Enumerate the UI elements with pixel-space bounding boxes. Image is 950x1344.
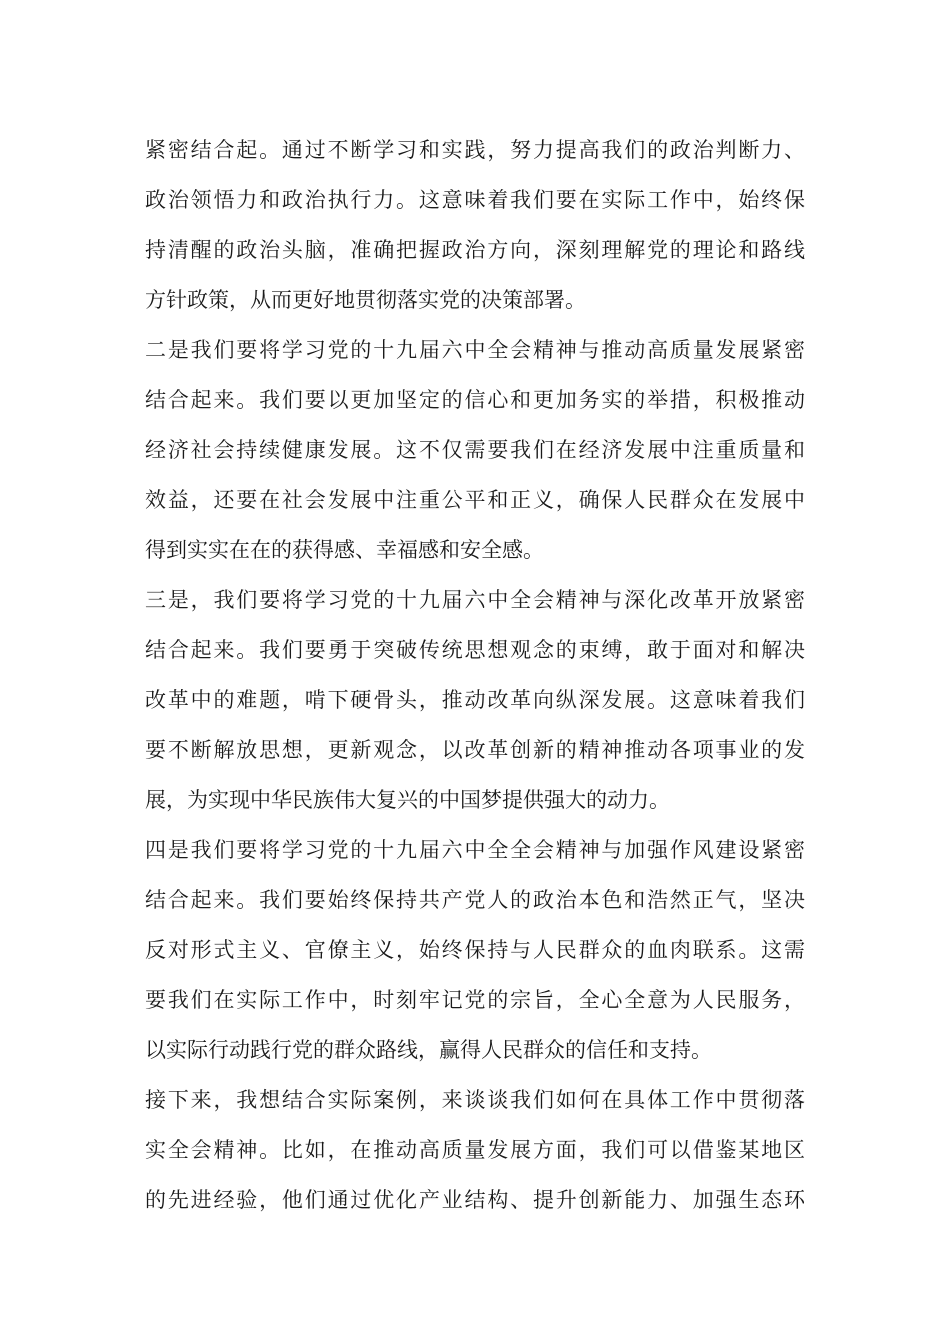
text-line: 四是我们要将学习党的十九届六中全全会精神与加强作风建设紧密	[145, 838, 805, 862]
text-line: 接下来，我想结合实际案例，来谈谈我们如何在具体工作中贯彻落	[145, 1088, 805, 1112]
text-line: 结合起来。我们要勇于突破传统思想观念的束缚，敢于面对和解决	[145, 638, 805, 662]
text-line: 结合起来。我们要以更加坚定的信心和更加务实的举措，积极推动	[145, 388, 805, 412]
text-line: 要不断解放思想，更新观念，以改革创新的精神推动各项事业的发	[145, 738, 805, 762]
text-line: 结合起来。我们要始终保持共产党人的政治本色和浩然正气，坚决	[145, 888, 805, 912]
text-line: 要我们在实际工作中，时刻牢记党的宗旨，全心全意为人民服务，	[145, 988, 805, 1012]
text-line: 的先进经验，他们通过优化产业结构、提升创新能力、加强生态环	[145, 1188, 805, 1212]
text-line: 改革中的难题，啃下硬骨头，推动改革向纵深发展。这意味着我们	[145, 688, 805, 712]
text-line: 政治领悟力和政治执行力。这意味着我们要在实际工作中，始终保	[145, 188, 805, 212]
text-line: 紧密结合起。通过不断学习和实践，努力提高我们的政治判断力、	[145, 138, 805, 162]
text-line: 持清醒的政治头脑，准确把握政治方向，深刻理解党的理论和路线	[145, 238, 805, 262]
text-line: 展，为实现中华民族伟大复兴的中国梦提供强大的动力。	[145, 788, 670, 812]
text-line: 效益，还要在社会发展中注重公平和正义，确保人民群众在发展中	[145, 488, 805, 512]
text-line: 得到实实在在的获得感、幸福感和安全感。	[145, 538, 544, 562]
text-line: 以实际行动践行党的群众路线，赢得人民群众的信任和支持。	[145, 1038, 712, 1062]
text-line: 经济社会持续健康发展。这不仅需要我们在经济发展中注重质量和	[145, 438, 805, 462]
text-line: 方针政策，从而更好地贯彻落实党的决策部署。	[145, 288, 586, 312]
text-line: 三是，我们要将学习党的十九届六中全会精神与深化改革开放紧密	[145, 588, 805, 612]
text-line: 实全会精神。比如，在推动高质量发展方面，我们可以借鉴某地区	[145, 1138, 805, 1162]
text-line: 二是我们要将学习党的十九届六中全会精神与推动高质量发展紧密	[145, 338, 805, 362]
text-line: 反对形式主义、官僚主义，始终保持与人民群众的血肉联系。这需	[145, 938, 805, 962]
